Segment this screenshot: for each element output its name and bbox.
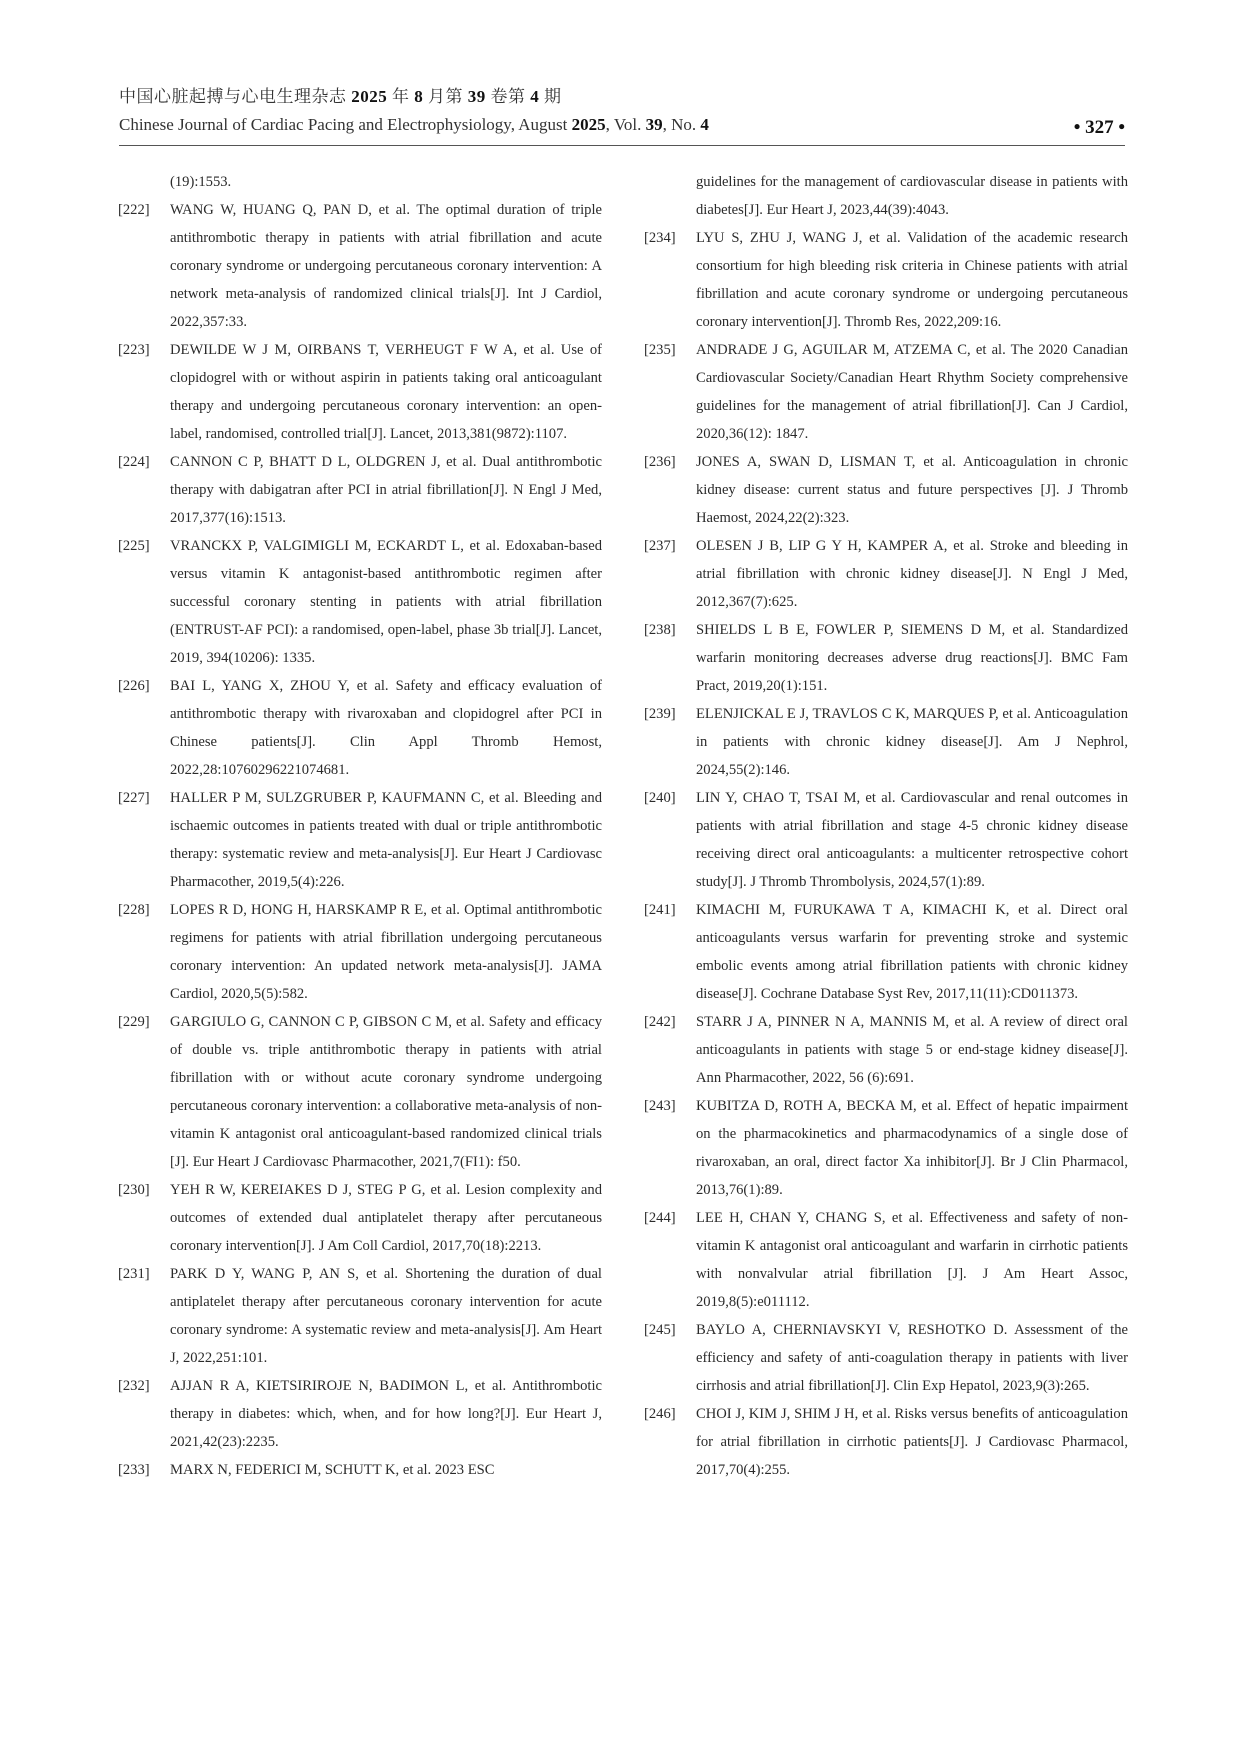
reference-item (644, 896, 1128, 1008)
reference-item (644, 532, 1128, 616)
reference-list-right (644, 224, 1128, 1484)
reference-item (644, 448, 1128, 532)
reference-continuation: guidelines for the management of cardiovascular disease in patients with diabetes[J]. Eur Heart J, 2023,44(39):4043. (696, 174, 1128, 218)
reference-text: LEE H, CHAN Y, CHANG S, et al. Effectiveness and safety of non-vitamin K antagonist oral anticoagulant and warfarin in cirrhotic patients with nonvalvular atrial fibrillation [J]. J Am Heart Assoc, 2019,8(5):e011112. (696, 1210, 1128, 1310)
reference-number: [233] (118, 1462, 150, 1478)
reference-item (118, 336, 602, 448)
reference-item (644, 224, 1128, 336)
page-number: • 327 • (1073, 117, 1125, 138)
reference-item (118, 784, 602, 896)
reference-number: [225] (118, 538, 150, 554)
reference-item (644, 1316, 1128, 1400)
reference-number: [239] (644, 706, 676, 722)
reference-item (118, 1176, 602, 1260)
reference-text: OLESEN J B, LIP G Y H, KAMPER A, et al. Stroke and bleeding in atrial fibrillation with chronic kidney disease[J]. N Engl J Med, 2012,367(7):625. (696, 538, 1128, 610)
reference-text: BAI L, YANG X, ZHOU Y, et al. Safety and efficacy evaluation of antithrombotic therapy with rivaroxaban and clopidogrel after PCI in Chinese patients[J]. Clin Appl Thromb Hemost, 2022,28:10760296221074681. (170, 678, 602, 778)
reference-number: [246] (644, 1406, 676, 1422)
reference-text: ANDRADE J G, AGUILAR M, ATZEMA C, et al. The 2020 Canadian Cardiovascular Society/Canadian Heart Rhythm Society comprehensive guidelines for the management of atrial fibrillation[J]. Can J Cardiol, 2020,36(12): 1847. (696, 342, 1128, 442)
reference-number: [244] (644, 1210, 676, 1226)
reference-text: ELENJICKAL E J, TRAVLOS C K, MARQUES P, et al. Anticoagulation in patients with chronic kidney disease[J]. Am J Nephrol, 2024,55(2):146. (696, 706, 1128, 778)
reference-item (118, 532, 602, 672)
reference-number: [228] (118, 902, 150, 918)
reference-number: [236] (644, 454, 676, 470)
journal-title-en: Chinese Journal of Cardiac Pacing and Electrophysiology, August 2025, Vol. 39, No. 4 (119, 115, 709, 134)
reference-item (644, 1092, 1128, 1204)
reference-item (644, 1204, 1128, 1316)
reference-number: [243] (644, 1098, 676, 1114)
reference-item (118, 196, 602, 336)
reference-text: CHOI J, KIM J, SHIM J H, et al. Risks versus benefits of anticoagulation for atrial fibrillation in cirrhotic patients[J]. J Cardiovasc Pharmacol, 2017,70(4):255. (696, 1406, 1128, 1478)
reference-item (644, 784, 1128, 896)
reference-text: BAYLO A, CHERNIAVSKYI V, RESHOTKO D. Assessment of the efficiency and safety of anti-coagulation therapy in patients with liver cirrhosis and atrial fibrillation[J]. Clin Exp Hepatol, 2023,9(3):265. (696, 1322, 1128, 1394)
reference-number: [245] (644, 1322, 676, 1338)
reference-text: KIMACHI M, FURUKAWA T A, KIMACHI K, et al. Direct oral anticoagulants versus warfarin for preventing stroke and systemic embolic events among atrial fibrillation patients with chronic kidney disease[J]. Cochrane Database Syst Rev, 2017,11(11):CD011373. (696, 902, 1128, 1002)
reference-number: [232] (118, 1378, 150, 1394)
reference-text: MARX N, FEDERICI M, SCHUTT K, et al. 2023 ESC (170, 1462, 495, 1478)
reference-item (118, 1260, 602, 1372)
header-rule (119, 145, 1125, 146)
reference-text: GARGIULO G, CANNON C P, GIBSON C M, et al. Safety and efficacy of double vs. triple antithrombotic therapy in patients with atrial fibrillation with or without acute coronary syndrome undergoing percutaneous coronary intervention: a collaborative meta-analysis of non-vitamin K antagonist oral anticoagulant-based randomized clinical trials [J]. Eur Heart J Cardiovasc Pharmacother, 2021,7(FI1): f50. (170, 1014, 602, 1170)
reference-text: AJJAN R A, KIETSIRIROJE N, BADIMON L, et al. Antithrombotic therapy in diabetes: which, when, and for how long?[J]. Eur Heart J, 2021,42(23):2235. (170, 1378, 602, 1450)
reference-number: [226] (118, 678, 150, 694)
reference-number: [238] (644, 622, 676, 638)
reference-text: STARR J A, PINNER N A, MANNIS M, et al. A review of direct oral anticoagulants in patients with stage 5 or end-stage kidney disease[J]. Ann Pharmacother, 2022, 56 (6):691. (696, 1014, 1128, 1086)
reference-number: [231] (118, 1266, 150, 1282)
reference-number: [227] (118, 790, 150, 806)
reference-text: KUBITZA D, ROTH A, BECKA M, et al. Effect of hepatic impairment on the pharmacokinetics and pharmacodynamics of a single dose of rivaroxaban, an oral, direct factor Xa inhibitor[J]. Br J Clin Pharmacol, 2013,76(1):89. (696, 1098, 1128, 1198)
reference-item (118, 672, 602, 784)
reference-item (118, 1456, 602, 1484)
reference-number: [241] (644, 902, 676, 918)
reference-item (644, 616, 1128, 700)
reference-number: [240] (644, 790, 676, 806)
reference-text: LIN Y, CHAO T, TSAI M, et al. Cardiovascular and renal outcomes in patients with atrial fibrillation and stage 4-5 chronic kidney disease receiving direct oral anticoagulants: a multicenter retrospective cohort study[J]. J Thromb Thrombolysis, 2024,57(1):89. (696, 790, 1128, 890)
reference-text: SHIELDS L B E, FOWLER P, SIEMENS D M, et al. Standardized warfarin monitoring decreases adverse drug reactions[J]. BMC Fam Pract, 2019,20(1):151. (696, 622, 1128, 694)
reference-number: [235] (644, 342, 676, 358)
reference-text: JONES A, SWAN D, LISMAN T, et al. Anticoagulation in chronic kidney disease: current status and future perspectives [J]. J Thromb Haemost, 2024,22(2):323. (696, 454, 1128, 526)
reference-continuation: (19):1553. (170, 174, 232, 190)
reference-item (118, 1372, 602, 1456)
running-header (119, 86, 1125, 136)
reference-item (644, 336, 1128, 448)
reference-number: [230] (118, 1182, 150, 1198)
reference-item (118, 448, 602, 532)
reference-number: [222] (118, 202, 150, 218)
reference-text: LOPES R D, HONG H, HARSKAMP R E, et al. Optimal antithrombotic regimens for patients with atrial fibrillation undergoing percutaneous coronary intervention: An updated network meta-analysis[J]. JAMA Cardiol, 2020,5(5):582. (170, 902, 602, 1002)
reference-number: [223] (118, 342, 150, 358)
reference-number: [229] (118, 1014, 150, 1030)
reference-number: [242] (644, 1014, 676, 1030)
reference-text: WANG W, HUANG Q, PAN D, et al. The optimal duration of triple antithrombotic therapy in patients with atrial fibrillation and acute coronary syndrome or undergoing percutaneous coronary intervention: A network meta-analysis of randomized clinical trials[J]. Int J Cardiol, 2022,357:33. (170, 202, 602, 330)
reference-item (644, 1400, 1128, 1484)
reference-list-left (118, 196, 602, 1484)
reference-text: LYU S, ZHU J, WANG J, et al. Validation of the academic research consortium for high bleeding risk criteria in Chinese patients with atrial fibrillation and acute coronary syndrome or undergoing percutaneous coronary intervention[J]. Thromb Res, 2022,209:16. (696, 230, 1128, 330)
reference-item (118, 1008, 602, 1176)
reference-item (644, 1008, 1128, 1092)
reference-item (644, 700, 1128, 784)
left-column (118, 168, 602, 1484)
reference-text: PARK D Y, WANG P, AN S, et al. Shortening the duration of dual antiplatelet therapy after percutaneous coronary intervention for acute coronary syndrome: A systematic review and meta-analysis[J]. Am Heart J, 2022,251:101. (170, 1266, 602, 1366)
reference-number: [224] (118, 454, 150, 470)
reference-text: DEWILDE W J M, OIRBANS T, VERHEUGT F W A, et al. Use of clopidogrel with or without aspirin in patients taking oral anticoagulant therapy and undergoing percutaneous coronary intervention: an open-label, randomised, controlled trial[J]. Lancet, 2013,381(9872):1107. (170, 342, 602, 442)
reference-text: HALLER P M, SULZGRUBER P, KAUFMANN C, et al. Bleeding and ischaemic outcomes in patients treated with dual or triple antithrombotic therapy: systematic review and meta-analysis[J]. Eur Heart J Cardiovasc Pharmacother, 2019,5(4):226. (170, 790, 602, 890)
reference-number: [237] (644, 538, 676, 554)
reference-text: YEH R W, KEREIAKES D J, STEG P G, et al. Lesion complexity and outcomes of extended dual antiplatelet therapy after percutaneous coronary intervention[J]. J Am Coll Cardiol, 2017,70(18):2213. (170, 1182, 602, 1254)
reference-number: [234] (644, 230, 676, 246)
right-column (644, 168, 1128, 1484)
reference-text: CANNON C P, BHATT D L, OLDGREN J, et al. Dual antithrombotic therapy with dabigatran after PCI in atrial fibrillation[J]. N Engl J Med, 2017,377(16):1513. (170, 454, 602, 526)
reference-item (118, 896, 602, 1008)
journal-title-cn: 中国心脏起搏与心电生理杂志 2025 年 8 月第 39 卷第 4 期 (119, 87, 562, 106)
reference-text: VRANCKX P, VALGIMIGLI M, ECKARDT L, et al. Edoxaban-based versus vitamin K antagonist-based antithrombotic regimen after successful coronary stenting in patients with atrial fibrillation (ENTRUST-AF PCI): a randomised, open-label, phase 3b trial[J]. Lancet, 2019, 394(10206): 1335. (170, 538, 602, 666)
